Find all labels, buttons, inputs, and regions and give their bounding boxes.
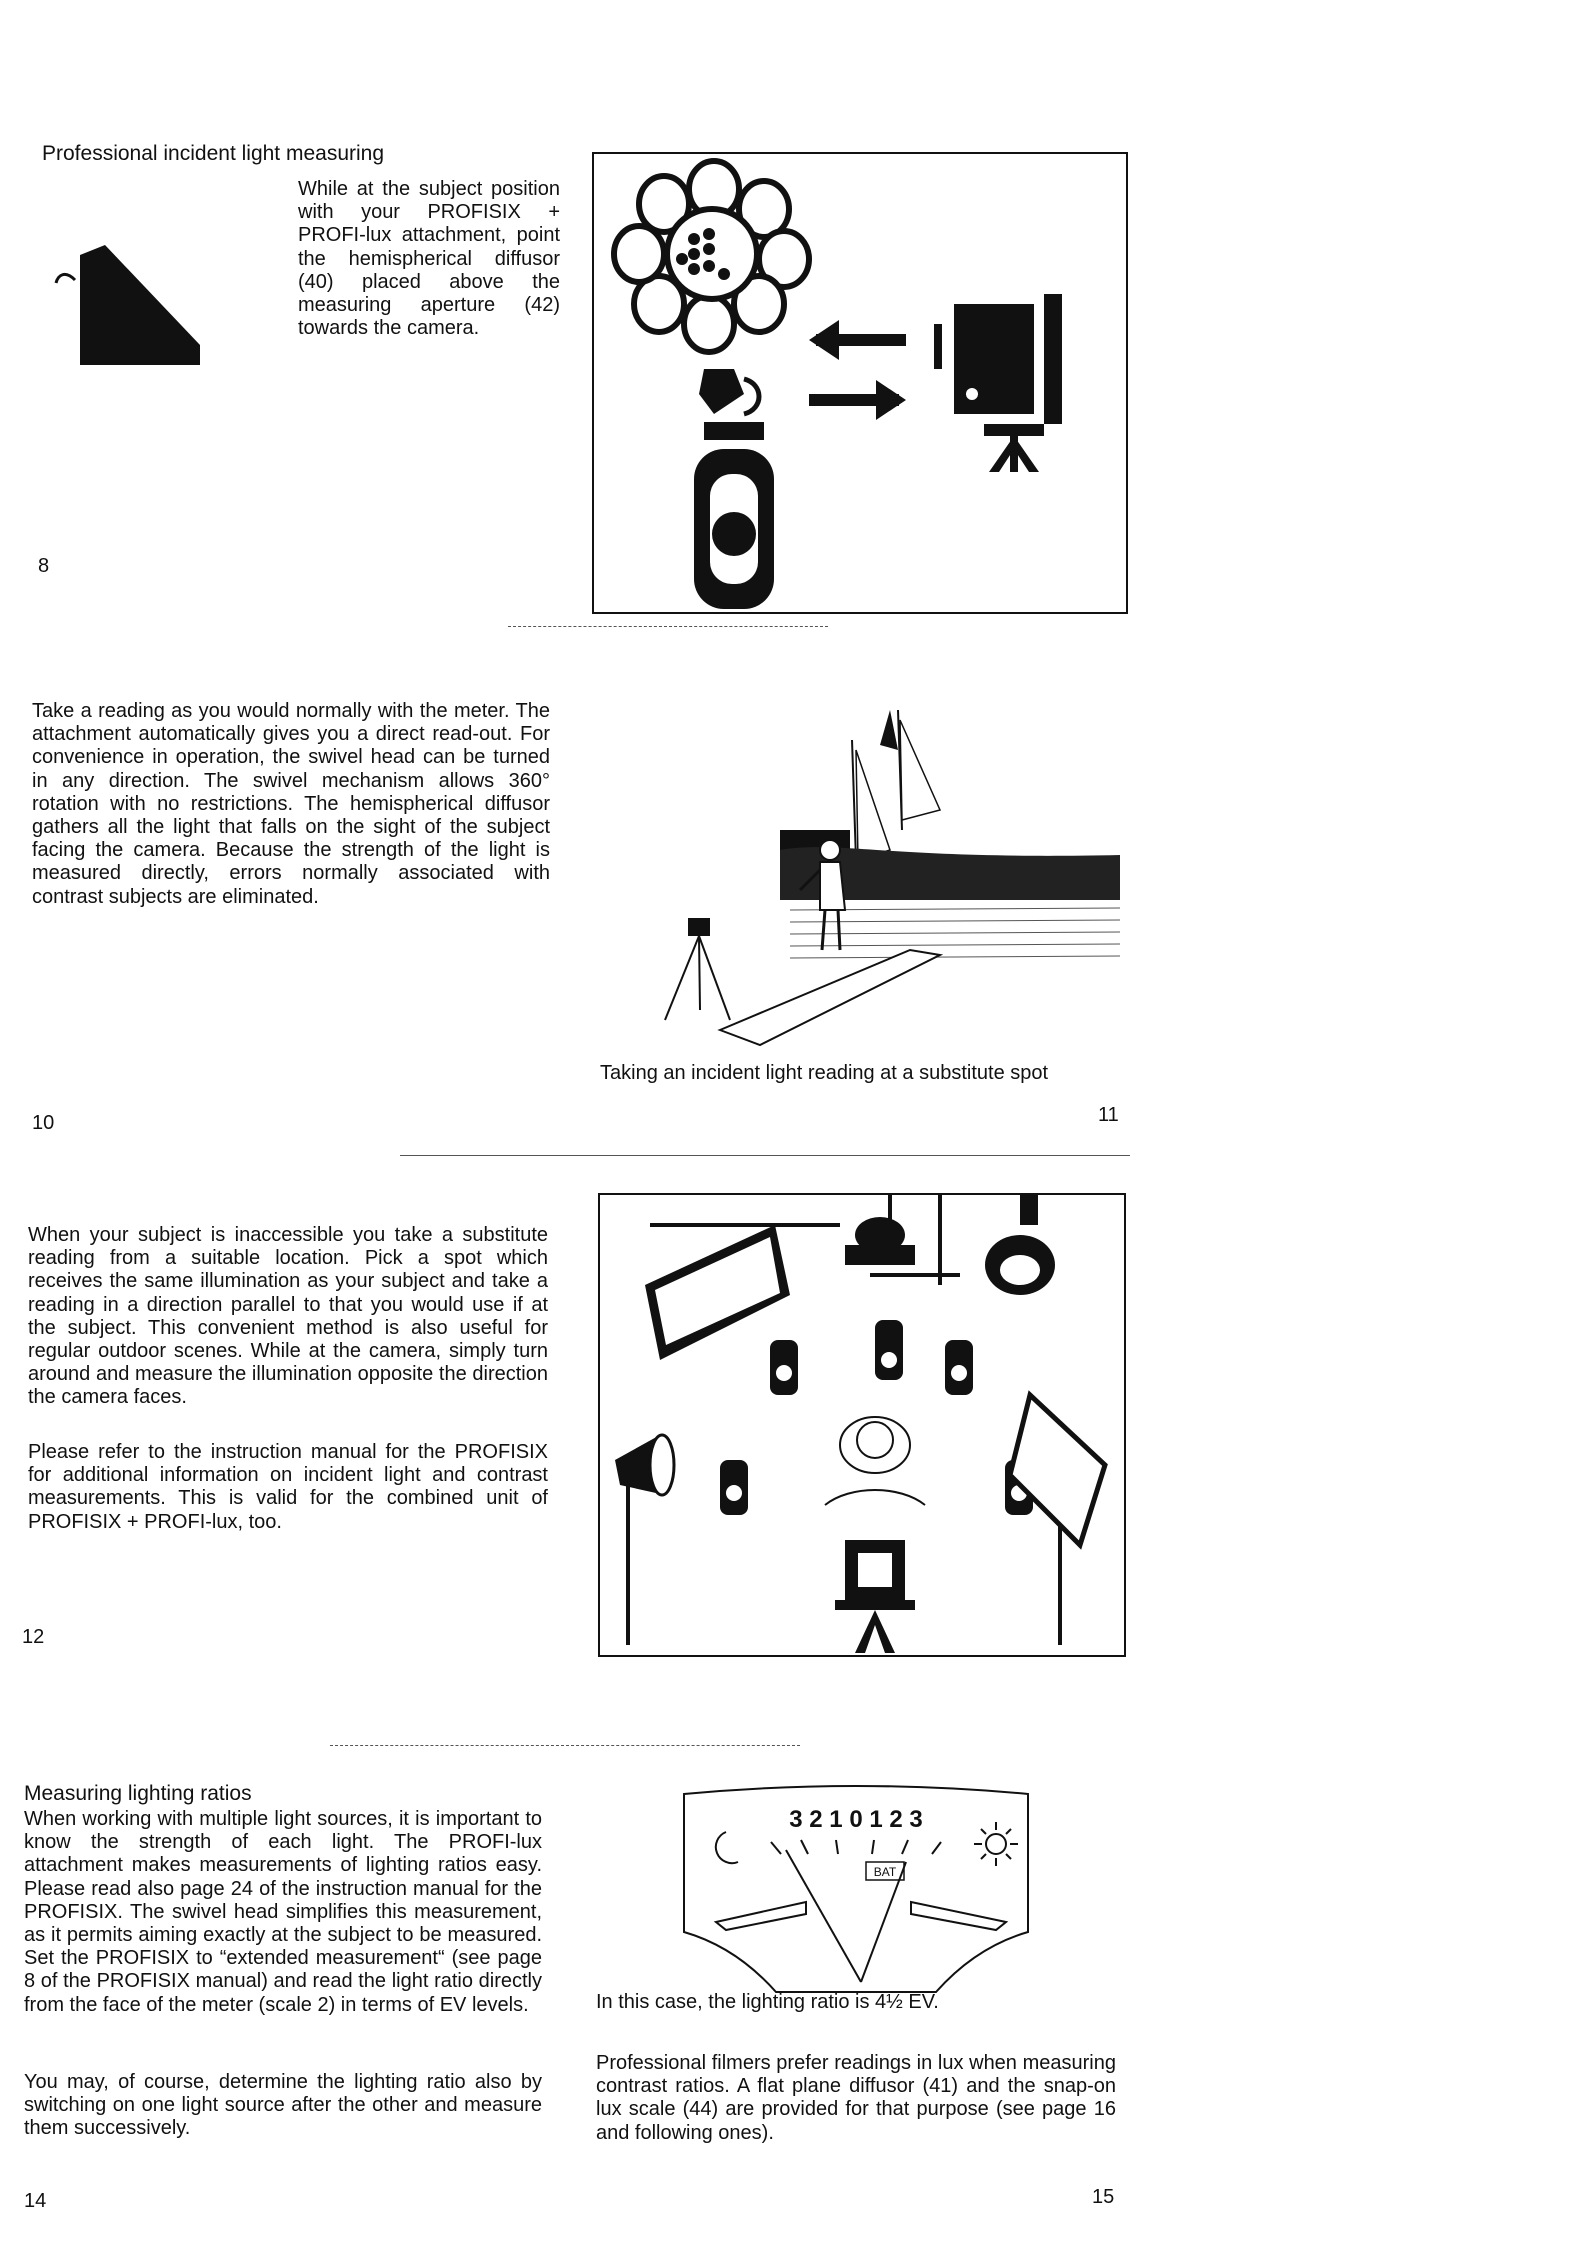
caption-lighting-ratio: In this case, the lighting ratio is 4½ EV. xyxy=(596,1991,939,2013)
page-number-10: 10 xyxy=(32,1112,55,1134)
page-number-12: 12 xyxy=(22,1626,45,1648)
heading-lighting-ratios: Measuring lighting ratios xyxy=(24,1782,252,1805)
divider-3 xyxy=(330,1745,800,1746)
body-switching-lights: You may, of course, determine the lighting ratio also by switching on one light source after the other and measure them successively. xyxy=(24,2071,542,2140)
body-take-reading: Take a reading as you would normally with the meter. The attachment automatically gives you a direct read-out. For convenience in operation, the swivel head can be turned in any direction. The swivel mechanism allows 360° rotation with no restrictions. The hemispherical diffusor gathers all the light that falls on the sight of the subject facing the camera. Because the strength of the light is measured directly, errors normally associated with contrast subjects are eliminated. xyxy=(32,700,550,908)
photo-substitute-spot xyxy=(640,700,1120,1055)
divider-1 xyxy=(508,626,828,627)
heading-incident-light: Professional incident light measuring xyxy=(42,142,385,165)
meter-head-illustration xyxy=(50,245,210,365)
page-number-14: 14 xyxy=(24,2190,47,2212)
ev-scale-numbers: 3 2 1 0 1 2 3 xyxy=(789,1806,923,1833)
bat-label: BAT xyxy=(873,1865,897,1879)
body-incident-light: While at the subject position with your PROFISIX + PROFI-lux attachment, point the hemispherical diffusor (40) placed above the measuring aperture (42) towards the camera. xyxy=(298,178,560,340)
caption-substitute-spot: Taking an incident light reading at a substitute spot xyxy=(600,1062,1049,1084)
body-refer-manual: Please refer to the instruction manual for the PROFISIX for additional information on incident light and contrast measurements. This is valid for the combined unit of PROFISIX + PROFI-lux, too. xyxy=(28,1441,548,1533)
page-number-15: 15 xyxy=(1092,2186,1115,2208)
divider-2 xyxy=(400,1155,1130,1156)
body-substitute-reading: When your subject is inaccessible you take a substitute reading from a suitable location. Pick a spot which receives the same illumination as your subject and take a reading in a direction parallel to that you would use if at the subject. This convenient method is also useful for regular outdoor scenes. While at the camera, simply turn around and measure the illumination opposite the direction the camera faces. xyxy=(28,1224,548,1409)
body-lighting-ratios: When working with multiple light sources, it is important to know the strength of each light. The PROFI-lux attachment makes measurements of lighting ratios easy. Please read also page 24 of the instruction manual for the PROFISIX. The swivel head simplifies this measurement, as it permits aiming exactly at the subject to be measured. Set the PROFISIX to “extended measurement“ (see page 8 of the PROFISIX manual) and read the light ratio directly from the face of the meter (scale 2) in terms of EV levels. xyxy=(24,1808,542,2016)
figure-studio-lights xyxy=(598,1193,1126,1657)
figure-flower-camera xyxy=(592,152,1128,614)
page-number-8: 8 xyxy=(38,555,50,577)
body-lux-readings: Professional filmers prefer readings in lux when measuring contrast ratios. A flat plane diffusor (41) and the snap-on lux scale (44) are provided for that purpose (see page 16 and following ones). xyxy=(596,2052,1116,2144)
page-number-11: 11 xyxy=(1098,1104,1119,1126)
meter-scale-figure xyxy=(676,1782,1036,2002)
